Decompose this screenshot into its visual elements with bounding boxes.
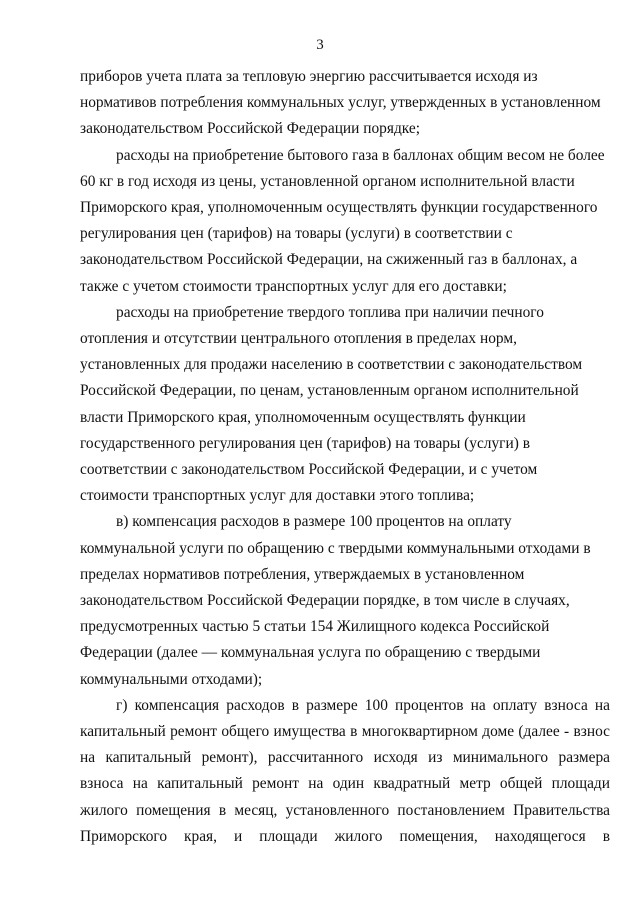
text-line: законодательством Российской Федерации порядке; xyxy=(80,120,420,138)
text-line: законодательством Российской Федерации, на сжиженный газ в баллонах, а xyxy=(80,251,578,269)
text-line: на капитальный ремонт), рассчитанного исходя из минимального размера xyxy=(80,749,610,767)
text-line: 60 кг в год исходя из цены, установленной органом исполнительной власти xyxy=(80,172,575,190)
text-line: Российской Федерации, по ценам, установленным органом исполнительной xyxy=(80,382,579,400)
text-line: расходы на приобретение бытового газа в баллонах общим весом не более xyxy=(116,146,605,164)
text-line: жилого помещения в месяц, установленного постановлением Правительства xyxy=(80,801,610,819)
document-body xyxy=(80,64,610,850)
text-line: приборов учета плата за тепловую энергию рассчитывается исходя из xyxy=(80,68,538,85)
text-line: Федерации (далее — коммунальная услуга по обращению с твердыми xyxy=(80,644,541,662)
text-line: капитальный ремонт общего имущества в многоквартирном доме (далее - взнос xyxy=(80,723,610,741)
text-line: государственного регулирования цен (тарифов) на товары (услуги) в xyxy=(80,434,530,452)
page-number: 3 xyxy=(316,37,324,53)
text-line: пределах нормативов потребления, утверждаемых в установленном xyxy=(80,565,525,583)
text-line: Приморского края, уполномоченным осуществлять функции государственного xyxy=(80,199,598,217)
paragraph-metering-continuation xyxy=(80,64,610,143)
paragraph-bottled-gas xyxy=(80,143,610,300)
text-line: власти Приморского края, уполномоченным осуществлять функции xyxy=(80,408,526,426)
text-line: законодательством Российской Федерации порядке, в том числе в случаях, xyxy=(80,592,570,610)
text-line: также с учетом стоимости транспортных услуг для его доставки; xyxy=(80,277,507,295)
text-line: взноса на капитальный ремонт на один квадратный метр общей площади xyxy=(80,775,610,793)
paragraph-item-v-solid-waste xyxy=(80,509,610,692)
text-line: коммунальной услуги по обращению с твердыми коммунальными отходами в xyxy=(80,539,591,557)
text-line: коммунальными отходами); xyxy=(80,670,263,688)
text-line: соответствии с законодательством Российской Федерации, и с учетом xyxy=(80,461,538,479)
paragraph-solid-fuel xyxy=(80,300,610,510)
text-line: установленных для продажи населению в соответствии с законодательством xyxy=(80,356,583,374)
text-line: расходы на приобретение твердого топлива при наличии печного xyxy=(116,303,544,321)
text-line: отопления и отсутствии центрального отопления в пределах норм, xyxy=(80,330,517,348)
text-line: г) компенсация расходов в размере 100 процентов на оплату взноса на xyxy=(116,696,610,714)
text-line: нормативов потребления коммунальных услуг, утвержденных в установленном xyxy=(80,94,601,112)
text-line: регулирования цен (тарифов) на товары (услуги) в соответствии с xyxy=(80,225,513,243)
paragraph-item-g-capital-repair xyxy=(80,693,610,850)
text-line: в) компенсация расходов в размере 100 процентов на оплату xyxy=(116,513,512,531)
text-line: стоимости транспортных услуг для доставки этого топлива; xyxy=(80,487,475,505)
text-line: Приморского края, и площади жилого помещения, находящегося в xyxy=(80,827,610,845)
text-line: предусмотренных частью 5 статьи 154 Жилищного кодекса Российской xyxy=(80,618,550,636)
